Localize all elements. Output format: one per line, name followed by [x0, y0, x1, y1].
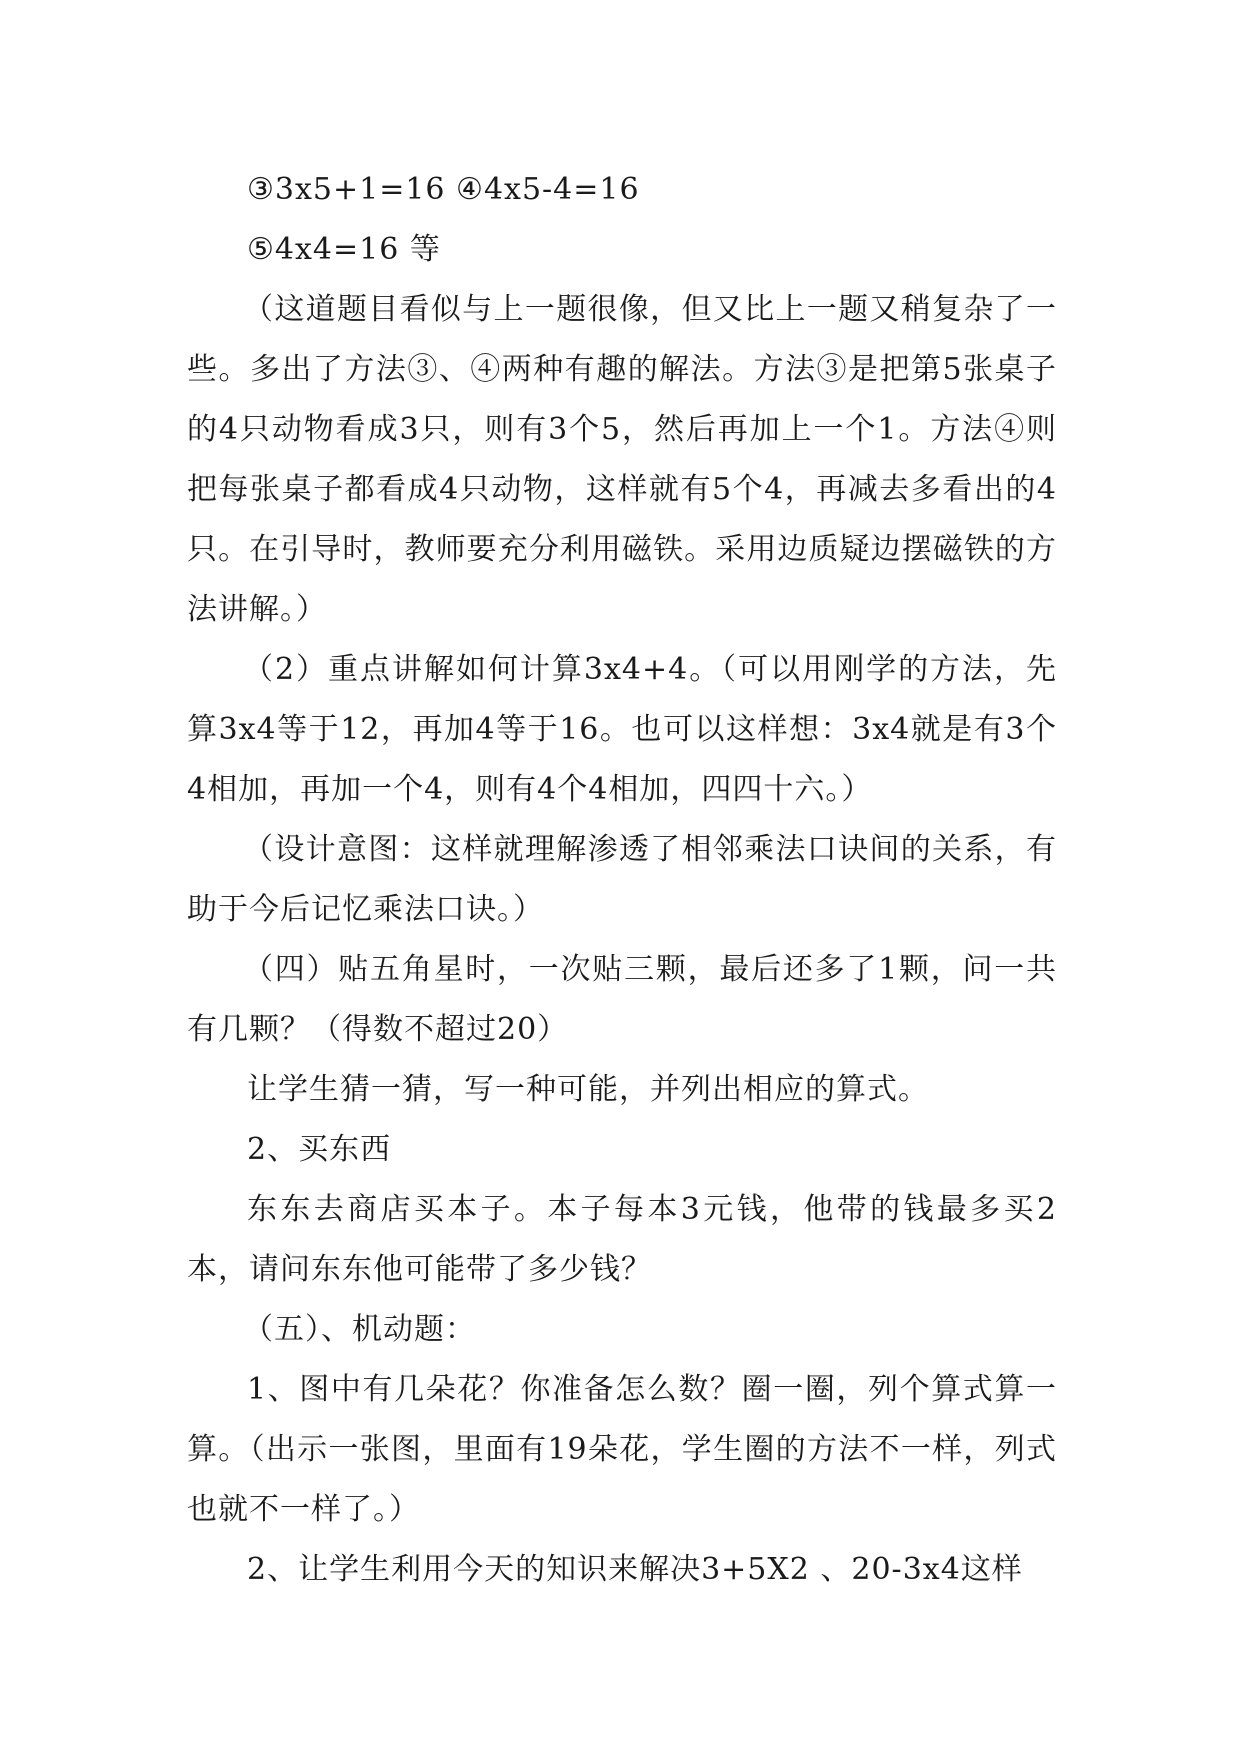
paragraph-key-point: （2）重点讲解如何计算3x4+4。（可以用刚学的方法，先算3x4等于12，再加4等于16。也可以这样想：3x4就是有3个4相加，再加一个4，则有4个4相加，四四十六。） [187, 652, 1057, 807]
paragraph-flowers: 1、图中有几朵花？你准备怎么数？圈一圈，列个算式算一算。（出示一张图，里面有19朵花，学生圈的方法不一样，列式也就不一样了。） [187, 1372, 1057, 1527]
paragraph-apply-knowledge: 2、让学生利用今天的知识来解决3+5X2 、20-3x4这样 [247, 1552, 1023, 1587]
paragraph-explanation: （这道题目看似与上一题很像，但又比上一题又稍复杂了一些。多出了方法③、④两种有趣的解法。方法③是把第5张桌子的4只动物看成3只，则有3个5，然后再加上一个1。方法④则把每张桌子都看成4只动物，这样就有5个4，再减去多看出的4只。在引导时，教师要充分利用磁铁。采用边质疑边摆磁铁的方法讲解。） [187, 292, 1057, 627]
paragraph-dongdong: 东东去商店买本子。本子每本3元钱，他带的钱最多买2本，请问东东他可能带了多少钱？ [187, 1192, 1057, 1287]
paragraph-design-intent: （设计意图：这样就理解渗透了相邻乘法口诀间的关系，有助于今后记忆乘法口诀。） [187, 832, 1057, 927]
heading-buy-things: 2、买东西 [247, 1132, 392, 1167]
paragraph-equations-3-4: ③3x5+1=16 ④4x5-4=16 [247, 172, 640, 207]
heading-section-five: （五）、机动题： [243, 1312, 476, 1347]
document-body [187, 160, 1057, 1600]
paragraph-section-four: （四）贴五角星时，一次贴三颗，最后还多了1颗，问一共有几颗？（得数不超过20） [187, 952, 1057, 1047]
paragraph-equation-5: ⑤4x4=16 等 [247, 232, 441, 267]
paragraph-guess: 让学生猜一猜，写一种可能，并列出相应的算式。 [247, 1072, 929, 1107]
